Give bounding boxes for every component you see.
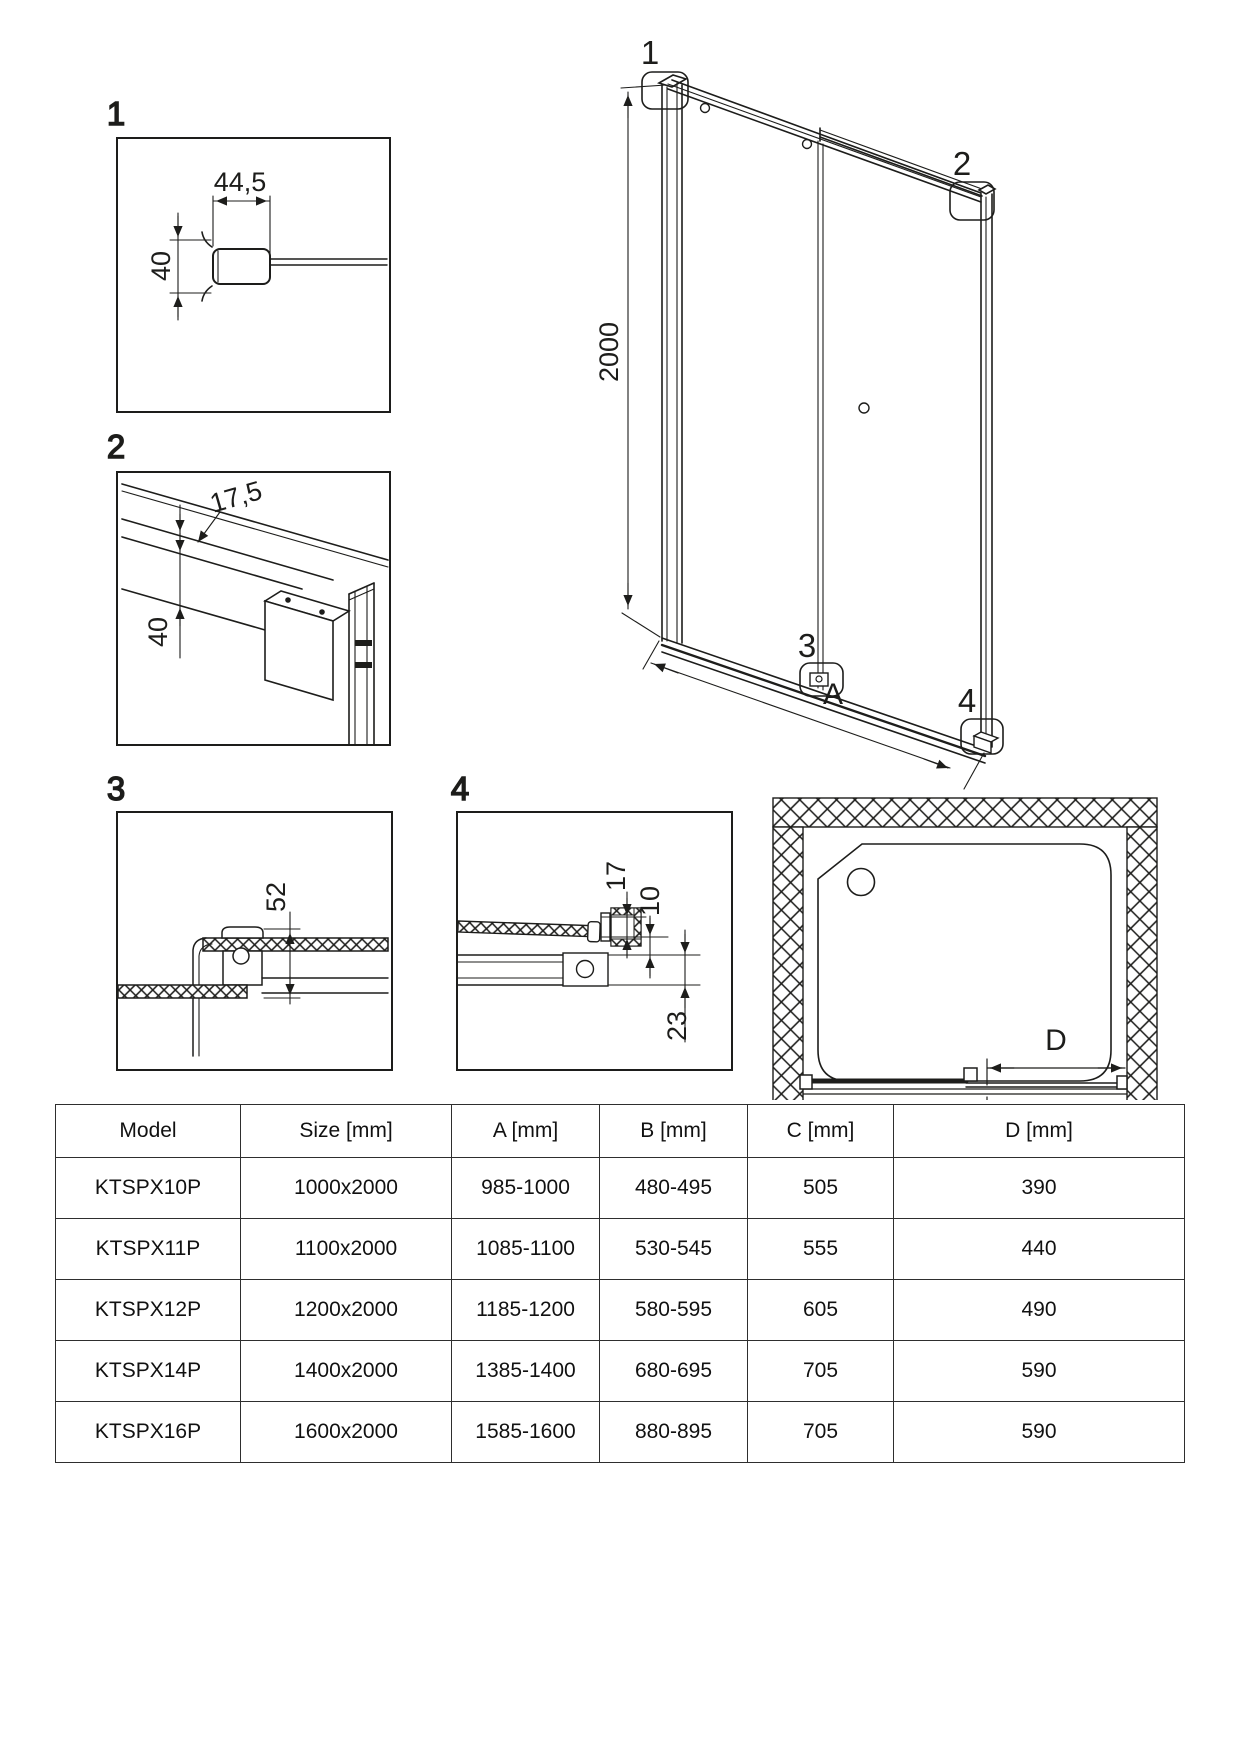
cell-d: 590 [894, 1402, 1185, 1463]
table-row [56, 1402, 1185, 1463]
svg-text:A: A [822, 678, 844, 711]
cell-model: KTSPX16P [56, 1402, 241, 1463]
cell-c: 705 [748, 1402, 894, 1463]
plan-view [773, 798, 1157, 1100]
header-b: B [mm] [600, 1105, 748, 1158]
detail-2-rail-drawing [122, 484, 388, 745]
main-height-dim [594, 85, 666, 637]
cell-b: 680-695 [600, 1341, 748, 1402]
main-callout-1-label: 1 [640, 34, 660, 71]
svg-text:17,5: 17,5 [206, 475, 266, 519]
detail-3 [107, 770, 392, 1070]
detail-4-guide-drawing [458, 908, 641, 986]
cell-c: 505 [748, 1158, 894, 1219]
cell-b: 880-895 [600, 1402, 748, 1463]
detail-4-dims [601, 861, 700, 1042]
cell-size: 1100x2000 [241, 1219, 452, 1280]
detail-4-dim-bottom: 23 [662, 1010, 692, 1042]
header-c: C [mm] [748, 1105, 894, 1158]
detail-4-dim-top: 17 [601, 860, 631, 892]
main-callout-3-label: 3 [797, 627, 817, 664]
detail-3-roller-drawing [118, 927, 388, 1056]
cell-size: 1000x2000 [241, 1158, 452, 1219]
detail-2-dim-thickness [180, 475, 265, 542]
detail-1-dim-width [213, 167, 270, 254]
cell-size: 1600x2000 [241, 1402, 452, 1463]
plan-tray [818, 844, 1111, 1081]
plan-dim-b [878, 1098, 898, 1100]
main-door-drawing [594, 34, 1003, 789]
table-header-row [56, 1105, 1185, 1158]
plan-dim-c [1041, 1098, 1063, 1100]
svg-text:40: 40 [143, 616, 173, 648]
cell-a: 985-1000 [452, 1158, 600, 1219]
svg-text:2000: 2000 [594, 321, 624, 383]
cell-d: 590 [894, 1341, 1185, 1402]
cell-b: 530-545 [600, 1219, 748, 1280]
cell-c: 705 [748, 1341, 894, 1402]
main-callout-4-label: 4 [957, 682, 977, 719]
cell-a: 1185-1200 [452, 1280, 600, 1341]
table-row [56, 1219, 1185, 1280]
cell-a: 1085-1100 [452, 1219, 600, 1280]
plan-dim-d: D [1045, 1024, 1067, 1057]
svg-text:52: 52 [261, 881, 291, 913]
cell-model: KTSPX10P [56, 1158, 241, 1219]
cell-model: KTSPX11P [56, 1219, 241, 1280]
cell-size: 1400x2000 [241, 1341, 452, 1402]
header-d: D [mm] [894, 1105, 1185, 1158]
cell-model: KTSPX14P [56, 1341, 241, 1402]
detail-1-dim-height [146, 213, 211, 320]
table-row [56, 1280, 1185, 1341]
door-structure [659, 75, 998, 763]
detail-1-profile-drawing [202, 232, 387, 301]
main-callout-2-label: 2 [952, 145, 972, 182]
cell-c: 605 [748, 1280, 894, 1341]
door-knob [964, 1068, 977, 1081]
cell-size: 1200x2000 [241, 1280, 452, 1341]
detail-2-label: 2 [106, 428, 126, 465]
header-a: A [mm] [452, 1105, 600, 1158]
detail-4-dim-mid: 10 [635, 885, 665, 917]
detail-2-dim-height [143, 505, 180, 658]
detail-2 [107, 428, 390, 745]
spec-table [55, 1104, 1185, 1463]
detail-1 [107, 95, 390, 412]
svg-text:44,5: 44,5 [213, 167, 267, 197]
cell-model: KTSPX12P [56, 1280, 241, 1341]
detail-4-label: 4 [450, 770, 470, 807]
cell-d: 490 [894, 1280, 1185, 1341]
cell-d: 390 [894, 1158, 1185, 1219]
header-model: Model [56, 1105, 241, 1158]
table-row [56, 1158, 1185, 1219]
svg-text:40: 40 [146, 250, 176, 282]
cell-a: 1385-1400 [452, 1341, 600, 1402]
detail-4 [451, 770, 732, 1070]
cell-c: 555 [748, 1219, 894, 1280]
detail-1-label: 1 [106, 95, 126, 132]
cell-b: 580-595 [600, 1280, 748, 1341]
header-size: Size [mm] [241, 1105, 452, 1158]
detail-3-label: 3 [106, 770, 126, 807]
cell-a: 1585-1600 [452, 1402, 600, 1463]
cell-b: 480-495 [600, 1158, 748, 1219]
cell-d: 440 [894, 1219, 1185, 1280]
callouts [641, 34, 1003, 754]
table-row [56, 1341, 1185, 1402]
